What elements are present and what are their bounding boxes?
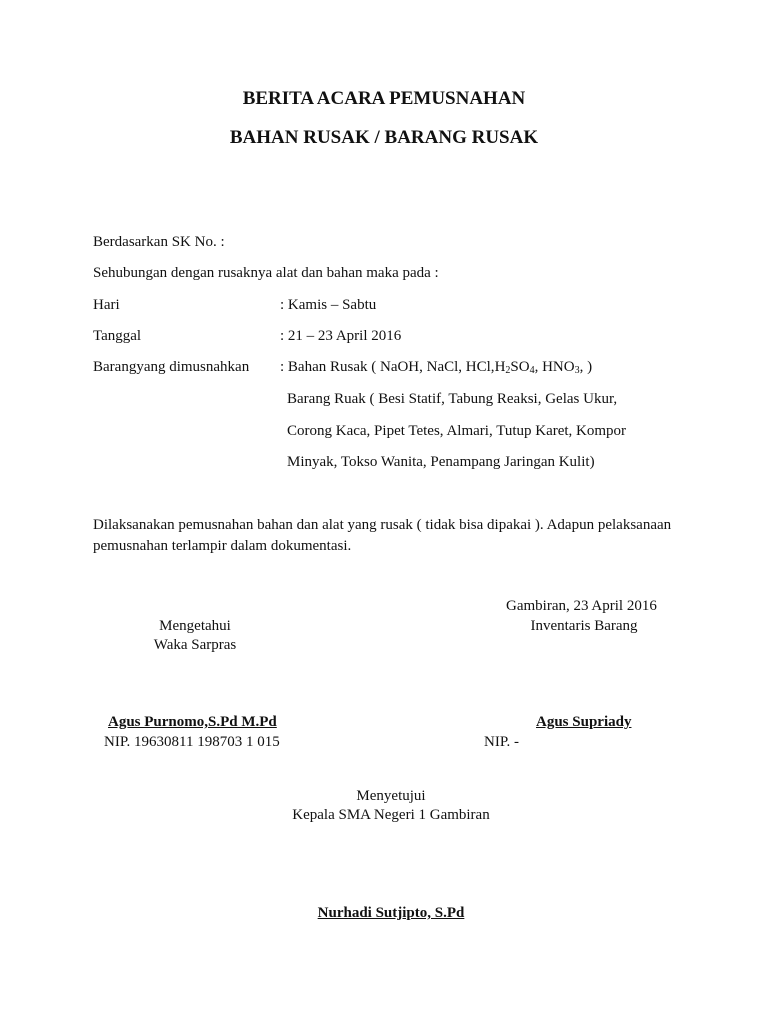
hno-text: , HNO xyxy=(534,359,575,375)
hari-label: Hari xyxy=(93,297,120,313)
approve-label: Menyetujui xyxy=(356,788,426,804)
right-role-inventaris: Inventaris Barang xyxy=(530,618,638,634)
hno3-sub-3: 3 xyxy=(574,365,580,376)
bahan-rusak-line xyxy=(280,359,592,376)
right-signer-nip: NIP. - xyxy=(484,734,520,750)
h2so4-so: SO xyxy=(510,359,530,375)
h2so4-sub-2: 2 xyxy=(505,365,511,376)
tanggal-value: : 21 – 23 April 2016 xyxy=(280,328,402,344)
title-line-2: BAHAN RUSAK / BARANG RUSAK xyxy=(229,127,539,148)
barang-line-1: Barang Ruak ( Besi Statif, Tabung Reaksi, Gelas Ukur, xyxy=(287,391,618,407)
right-signer-name: Agus Supriady xyxy=(536,714,632,730)
title-line-1: BERITA ACARA PEMUSNAHAN xyxy=(242,88,526,109)
h2so4-sub-4: 4 xyxy=(529,365,535,376)
barang-line-2: Corong Kaca, Pipet Tetes, Almari, Tutup Karet, Kompor xyxy=(287,423,627,439)
sehubungan-line: Sehubungan dengan rusaknya alat dan bahan maka pada : xyxy=(93,265,439,281)
tanggal-label: Tanggal xyxy=(93,328,142,344)
pelaksanaan-paragraph: Dilaksanakan pemusnahan bahan dan alat yang rusak ( tidak bisa dipakai ). Adapun pelaksanaan pemusnahan terlampir dalam dokumentasi. xyxy=(93,517,672,554)
bahan-prefix: : Bahan Rusak ( NaOH, NaCl, HCl, xyxy=(280,359,495,375)
barang-line-3: Minyak, Tokso Wanita, Penampang Jaringan Kulit) xyxy=(287,454,595,470)
place-date: Gambiran, 23 April 2016 xyxy=(506,598,657,614)
bahan-suffix: , ) xyxy=(579,359,593,375)
approve-role: Kepala SMA Negeri 1 Gambiran xyxy=(292,807,490,823)
left-role-mengetahui: Mengetahui xyxy=(159,618,231,634)
left-role-waka: Waka Sarpras xyxy=(153,637,237,653)
hari-value: : Kamis – Sabtu xyxy=(280,297,377,313)
approve-signer-name: Nurhadi Sutjipto, S.Pd xyxy=(317,905,465,921)
h2so4-h: H xyxy=(494,359,506,375)
barang-label: Barangyang dimusnahkan xyxy=(93,359,250,375)
sk-line: Berdasarkan SK No. : xyxy=(93,234,225,250)
left-signer-nip: NIP. 19630811 198703 1 015 xyxy=(104,734,280,750)
left-signer-name: Agus Purnomo,S.Pd M.Pd xyxy=(108,714,277,730)
